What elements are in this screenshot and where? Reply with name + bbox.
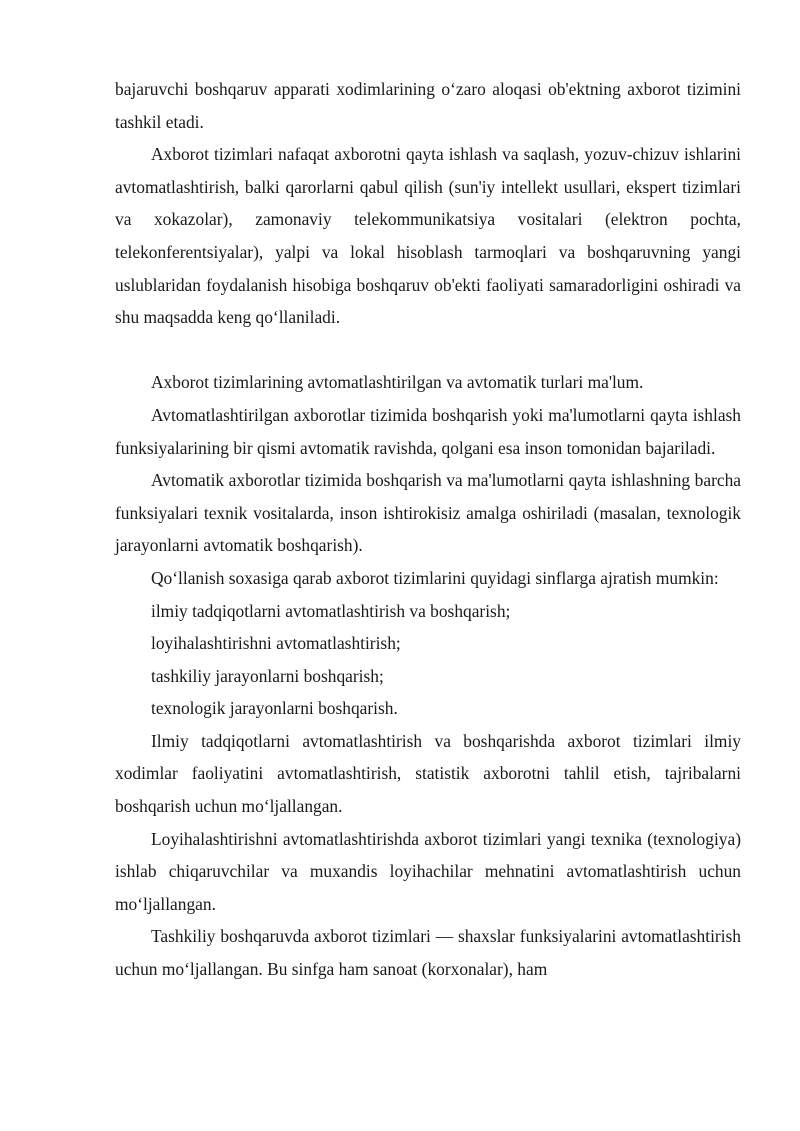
list-item: tashkiliy jarayonlarni boshqarish;	[151, 665, 384, 686]
blank-line	[115, 334, 741, 367]
paragraph-qollanish-soxasi: Qo‘llanish soxasiga qarab axborot tizimlarini quyidagi sinflarga ajratish mumkin:	[151, 567, 719, 588]
paragraph-turlari: Axborot tizimlarining avtomatlashtirilgan va avtomatik turlari ma'lum.	[151, 372, 644, 393]
paragraph-tashkiliy-boshqaruv: Tashkiliy boshqaruvda axborot tizimlari — shaxslar funksiyalarini avtomatlashtirish uchun mo‘ljallangan. Bu sinfga ham sanoat (korxonalar), ham	[115, 926, 741, 980]
paragraph-continuation: bajaruvchi boshqaruv apparati xodimlarining o‘zaro aloqasi ob'ektning axborot tizimini tashkil etadi.	[115, 79, 741, 132]
document-body	[115, 73, 741, 986]
list-item: loyihalashtirishni avtomatlashtirish;	[151, 633, 401, 654]
paragraph-loyihalashtirish: Loyihalashtirishni avtomatlashtirishda axborot tizimlari yangi texnika (texnologiya) ishlab chiqaruvchilar va muxandis loyihachilar mehnatini avtomatlashtirish uchun mo‘ljallangan.	[115, 828, 741, 914]
paragraph-axborot-tizimlari: Axborot tizimlari nafaqat axborotni qayta ishlash va saqlash, yozuv-chizuv ishlarini avtomatlashtirish, balki qarorlarni qabul qilish (sun'iy intellekt usullari, ekspert tizimlari va xokazolar), zamonaviy telekommunikatsiya vositalari (elektron pochta, telekonferentsiyalar), yalpi va lokal hisoblash tarmoqlari va boshqaruvning yangi uslublaridan foydalanish hisobiga boshqaruv ob'ekti faoliyati samaradorligini oshiradi va shu maqsadda keng qo‘llaniladi.	[115, 144, 741, 328]
paragraph-avtomatik: Avtomatik axborotlar tizimida boshqarish va ma'lumotlarni qayta ishlashning barcha funksiyalari texnik vositalarda, inson ishtirokisiz amalga oshiriladi (masalan, texnologik jarayonlarni avtomatik boshqarish).	[115, 470, 741, 556]
list-item: texnologik jarayonlarni boshqarish.	[151, 698, 398, 719]
list-item: ilmiy tadqiqotlarni avtomatlashtirish va boshqarish;	[151, 600, 511, 621]
paragraph-avtomatlashtirilgan: Avtomatlashtirilgan axborotlar tizimida boshqarish yoki ma'lumotlarni qayta ishlash funksiyalarining bir qismi avtomatik ravishda, qolgani esa inson tomonidan bajariladi.	[115, 404, 741, 458]
paragraph-ilmiy-tadqiqotlar: Ilmiy tadqiqotlarni avtomatlashtirish va boshqarishda axborot tizimlari ilmiy xodimlar faoliyatini avtomatlashtirish, statistik axborotni tahlil etish, tajribalarni boshqarish uchun mo‘ljallangan.	[115, 730, 741, 817]
